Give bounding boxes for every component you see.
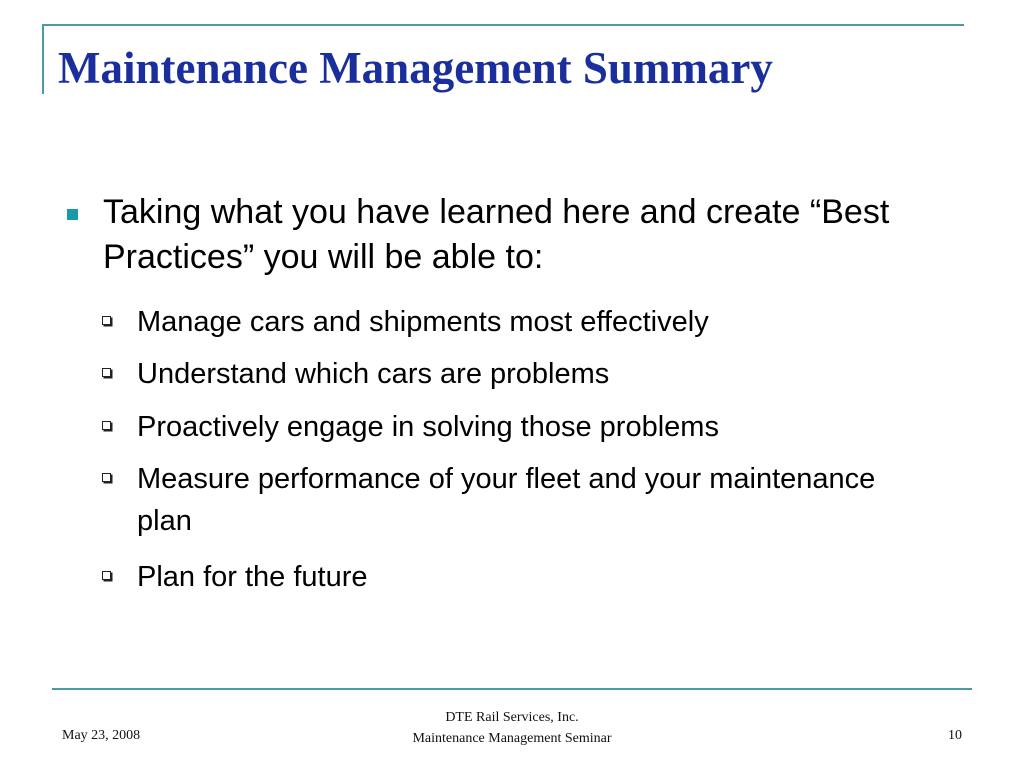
- slide-title: Maintenance Management Summary: [58, 43, 773, 93]
- hollow-square-bullet-icon: [102, 473, 111, 482]
- footer-date: May 23, 2008: [62, 728, 141, 743]
- hollow-square-bullet-icon: [102, 421, 111, 430]
- footer-center-text: [362, 707, 662, 749]
- square-bullet-icon: [67, 209, 78, 220]
- sub-bullet-text: Manage cars and shipments most effectively: [137, 306, 709, 338]
- page-number: 10: [948, 728, 962, 743]
- footer-seminar: Maintenance Management Seminar: [412, 731, 612, 746]
- title-frame-top-line: [42, 24, 964, 26]
- sub-bullet-text: Proactively engage in solving those problems: [137, 411, 719, 443]
- hollow-square-bullet-icon: [102, 368, 111, 377]
- sub-bullet-text: Understand which cars are problems: [137, 358, 610, 390]
- footer-company: DTE Rail Services, Inc.: [445, 710, 579, 725]
- main-bullet-text: Taking what you have learned here and create “Best Practices” you will be able to:: [103, 193, 890, 276]
- title-frame-left-line: [42, 24, 44, 94]
- footer-divider: [52, 688, 972, 690]
- sub-bullet-text: Plan for the future: [137, 561, 368, 593]
- hollow-square-bullet-icon: [102, 316, 111, 325]
- sub-bullet-text: Measure performance of your fleet and your maintenance plan: [137, 463, 876, 537]
- hollow-square-bullet-icon: [102, 571, 111, 580]
